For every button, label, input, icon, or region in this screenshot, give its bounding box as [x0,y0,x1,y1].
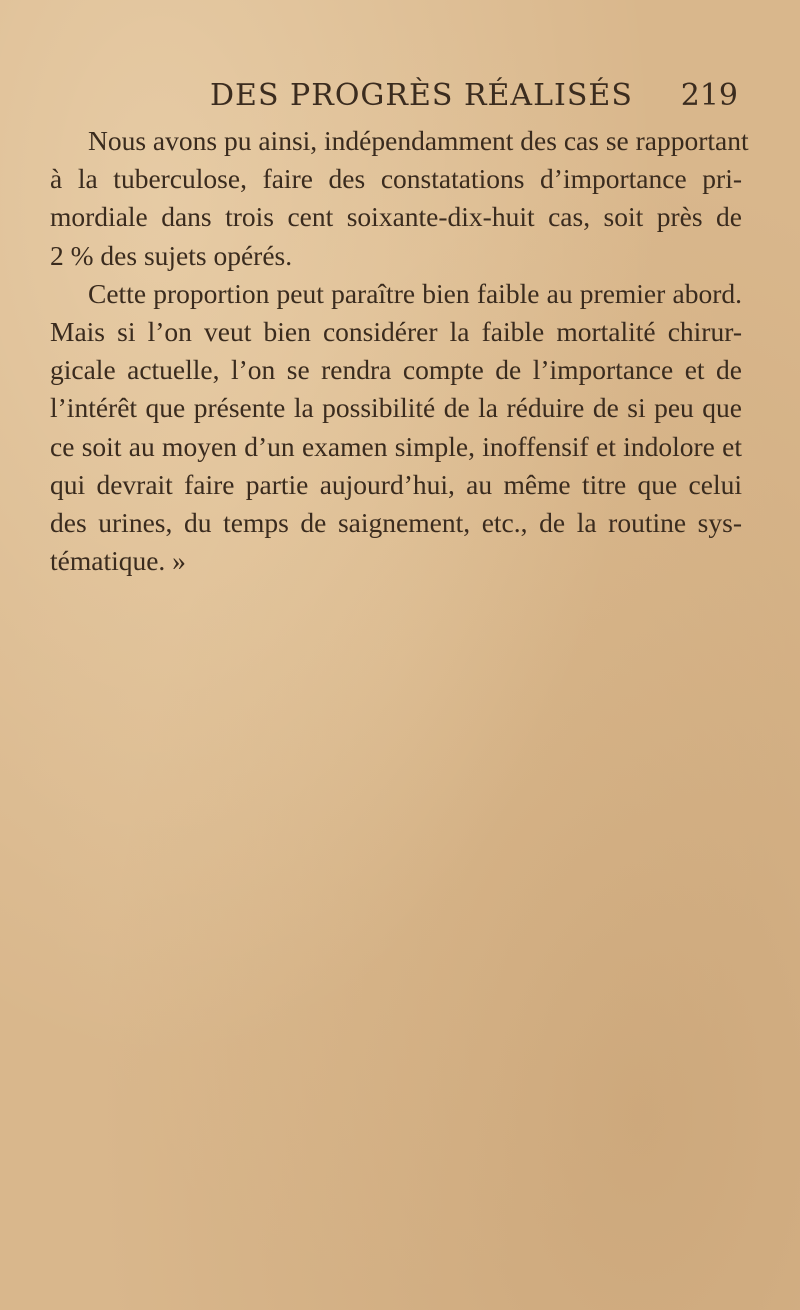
running-head [0,72,800,120]
running-title: DES PROGRÈS RÉALISÉS [210,78,633,113]
text-line: gicale actuelle, l’on se rendra compte de l’importance et de [50,354,742,386]
text-line: qui devrait faire partie aujourd’hui, au même titre que celui [50,468,742,500]
paragraph-1 [50,122,749,275]
text-line: ce soit au moyen d’un examen simple, inoffensif et indolore et [50,430,742,462]
text-line: mordiale dans trois cent soixante-dix-huit cas, soit près de [50,201,742,233]
text-line: Nous avons pu ainsi, indépendamment des cas se rapportant [88,125,749,156]
text-line: des urines, du temps de saignement, etc., de la routine sys- [50,506,742,538]
text-line: Cette proportion peut paraître bien faible au premier abord. [88,277,742,309]
paragraph-2 [50,275,742,581]
body-text [50,122,749,580]
text-line: 2 % des sujets opérés. [50,239,293,271]
page-number: 219 [680,78,738,113]
text-line: tématique. » [50,545,186,577]
text-line: l’intérêt que présente la possibilité de la réduire de si peu que [50,392,742,424]
text-line: à la tuberculose, faire des constatations d’importance pri- [50,163,742,195]
text-line: Mais si l’on veut bien considérer la faible mortalité chirur- [50,315,742,347]
